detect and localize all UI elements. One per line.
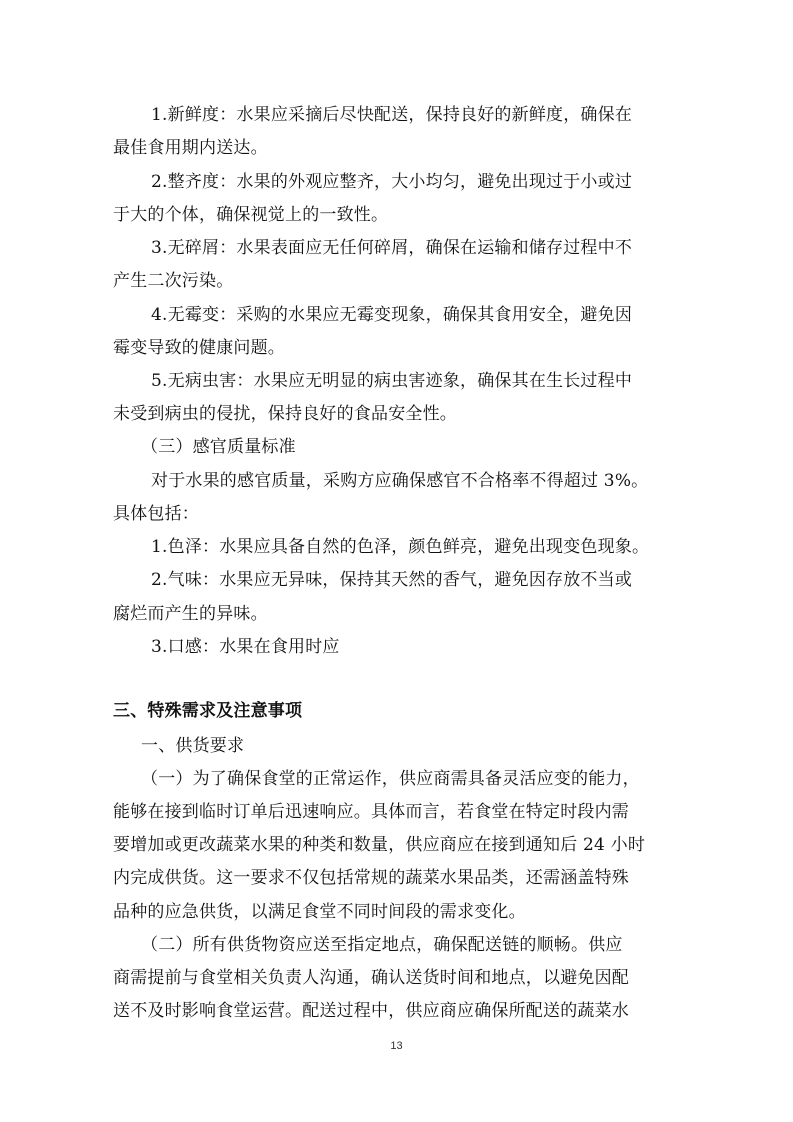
- paragraph-line: 1.新鲜度：水果应采摘后尽快配送，保持良好的新鲜度，确保在: [151, 105, 633, 125]
- paragraph-line: 产生二次污染。: [113, 271, 234, 291]
- paragraph-line: 3.无碎屑：水果表面应无任何碎屑，确保在运输和储存过程中不: [151, 238, 633, 258]
- paragraph-line: 2.气味：水果应无异味，保持其天然的香气，避免因存放不当或: [151, 570, 633, 590]
- subsection-heading: （三）感官质量标准: [141, 437, 296, 457]
- paragraph-line: 腐烂而产生的异味。: [113, 604, 268, 624]
- paragraph-line: 霉变导致的健康问题。: [113, 338, 285, 358]
- paragraph-line: 品种的应急供货，以满足食堂不同时间段的需求变化。: [113, 902, 526, 922]
- paragraph-line: 能够在接到临时订单后迅速响应。具体而言，若食堂在特定时段内需: [113, 802, 629, 822]
- paragraph-line: 1.色泽：水果应具备自然的色泽，颜色鲜亮，避免出现变色现象。: [151, 537, 650, 557]
- paragraph-line: 对于水果的感官质量，采购方应确保感官不合格率不得超过 3%。: [151, 471, 649, 491]
- paragraph-line: 内完成供货。这一要求不仅包括常规的蔬菜水果品类，还需涵盖特殊: [113, 868, 629, 888]
- paragraph-line: 3.口感：水果在食用时应: [151, 637, 340, 657]
- section-heading: 三、特殊需求及注意事项: [113, 701, 303, 721]
- paragraph-line: 要增加或更改蔬菜水果的种类和数量，供应商应在接到通知后 24 小时: [113, 835, 646, 855]
- paragraph-line: 最佳食用期内送达。: [113, 138, 268, 158]
- subsection-heading: 一、供货要求: [141, 736, 245, 756]
- paragraph-line: 5.无病虫害：水果应无明显的病虫害迹象，确保其在生长过程中: [151, 371, 633, 391]
- paragraph-line: 送不及时影响食堂运营。配送过程中，供应商应确保所配送的蔬菜水: [113, 1001, 629, 1021]
- paragraph-line: 于大的个体，确保视觉上的一致性。: [113, 205, 389, 225]
- paragraph-line: 商需提前与食堂相关负责人沟通，确认送货时间和地点，以避免因配: [113, 968, 629, 988]
- paragraph-line: （二）所有供货物资应送至指定地点，确保配送链的顺畅。供应: [141, 935, 623, 955]
- paragraph-line: 未受到病虫的侵扰，保持良好的食品安全性。: [113, 404, 457, 424]
- paragraph-line: （一）为了确保食堂的正常运作，供应商需具备灵活应变的能力，: [141, 769, 640, 789]
- paragraph-line: 具体包括：: [113, 504, 199, 524]
- paragraph-line: 4.无霉变：采购的水果应无霉变现象，确保其食用安全，避免因: [151, 305, 633, 325]
- paragraph-line: 2.整齐度：水果的外观应整齐，大小均匀，避免出现过于小或过: [151, 172, 633, 192]
- page-number: 13: [390, 1040, 403, 1052]
